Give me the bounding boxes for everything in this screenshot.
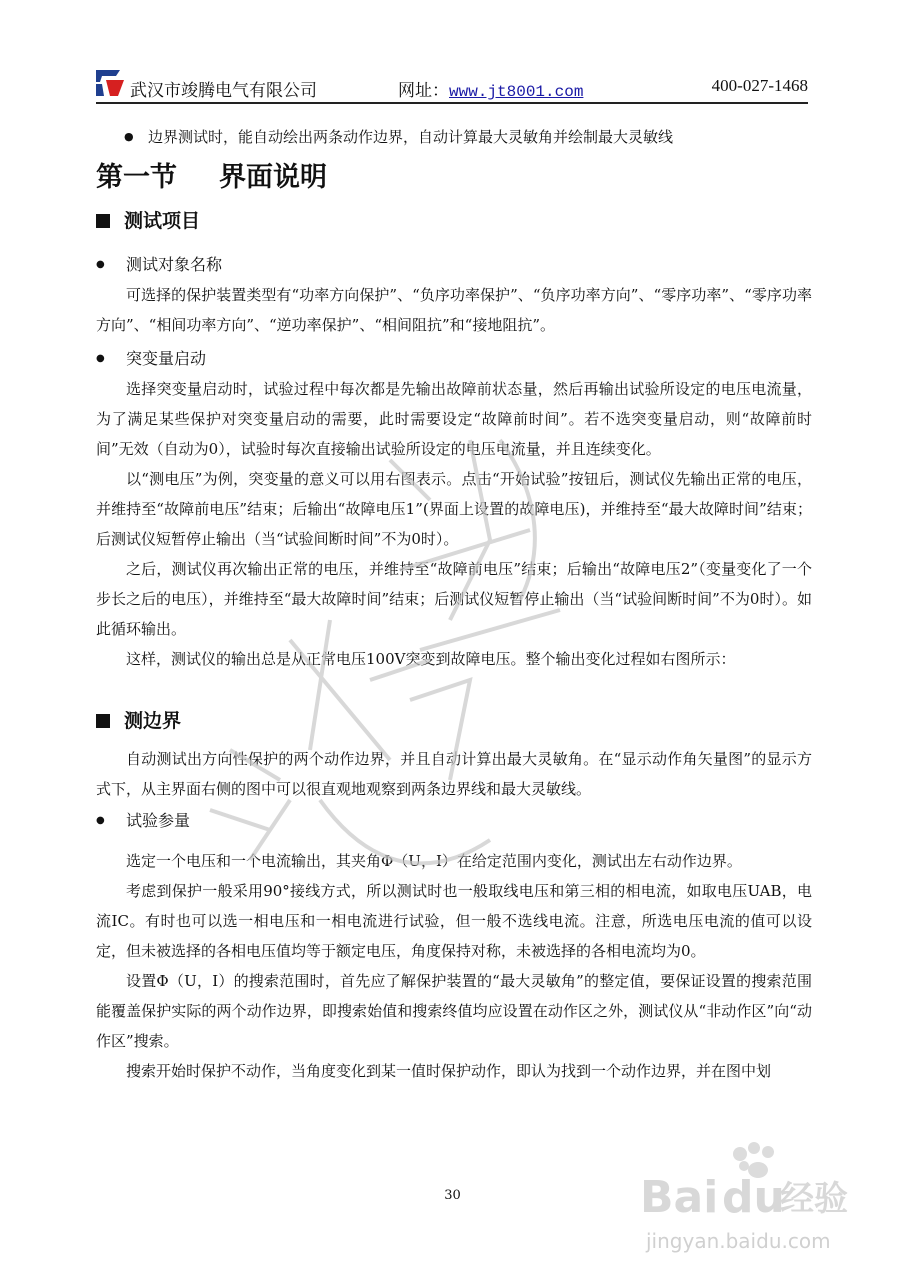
- subheading-test-params: ● 试验参量: [96, 806, 812, 836]
- url-label: 网址：: [398, 81, 449, 101]
- page-body: [96, 122, 812, 1086]
- section-title: 测边界: [124, 710, 182, 732]
- company-name: 武汉市竣腾电气有限公司: [130, 81, 317, 101]
- square-bullet-icon: [96, 214, 110, 228]
- paragraph: 可选择的保护装置类型有“功率方向保护”、“负序功率保护”、“负序功率方向”、“零序功率”、“零序功率方向”、“相间功率方向”、“逆功率保护”、“相间阻抗”和“接地阻抗”。: [96, 286, 812, 334]
- chapter-number: 第一节: [96, 162, 177, 193]
- paragraph: 考虑到保护一般采用90°接线方式，所以测试时也一般取线电压和第三相的相电流，如取电压UAB，电流IC。有时也可以选一相电压和一相电流进行试验，但一般不选线电流。注意，所选电压电流的值可以设定，但未被选择的各相电压值均等于额定电压，角度保持对称，未被选择的各相电流均为0。: [96, 882, 812, 960]
- paragraph: 之后，测试仪再次输出正常的电压，并维持至“故障前电压”结束；后输出“故障电压2”（变量变化了一个步长之后的电压），并维持至“最大故障时间”结束；后测试仪短暂停止输出（当“试验间断时间”不为0时）。如此循环输出。: [96, 560, 812, 638]
- paragraph: 选定一个电压和一个电流输出，其夹角Φ（U，I）在给定范围内变化，测试出左右动作边界。: [126, 852, 742, 870]
- intro-bullet: ● 边界测试时，能自动绘出两条动作边界，自动计算最大灵敏角并绘制最大灵敏线: [118, 122, 812, 152]
- paragraph: 设置Φ（U，I）的搜索范围时，首先应了解保护装置的“最大灵敏角”的整定值，要保证设置的搜索范围能覆盖保护实际的两个动作边界，即搜索始值和搜索终值均应设置在动作区之外，测试仪从“非动作区”向“动作区”搜索。: [96, 972, 812, 1050]
- phone-number: 400-027-1468: [711, 76, 808, 95]
- paragraph: 选择突变量启动时，试验过程中每次都是先输出故障前状态量，然后再输出试验所设定的电压电流量，为了满足某些保护对突变量启动的需要，此时需要设定“故障前时间”。若不选突变量启动，则“故障前时间”无效（自动为0），试验时每次直接输出试验所设定的电压电流量，并且连续变化。: [96, 380, 812, 458]
- page-number: 30: [444, 1188, 461, 1203]
- svg-text:经验: 经验: [780, 1179, 848, 1219]
- baidu-jingyan-watermark: [640, 1140, 880, 1280]
- svg-text:Bai: Bai: [640, 1172, 719, 1223]
- company-logo-icon: [96, 70, 124, 96]
- website-link[interactable]: www.jt8001.com: [449, 83, 584, 101]
- section-heading-boundary: [96, 704, 812, 738]
- svg-text:du: du: [722, 1172, 785, 1223]
- square-bullet-icon: [96, 714, 110, 728]
- subheading-object-name: ● 测试对象名称: [96, 250, 812, 280]
- paragraph: 以“测电压”为例，突变量的意义可以用右图表示。点击“开始试验”按钮后，测试仪先输出正常的电压，并维持至“故障前电压”结束；后输出“故障电压1”(界面上设置的故障电压)，并维持至“最大故障时间”结束；后测试仪短暂停止输出（当“试验间断时间”不为0时）。: [96, 470, 812, 548]
- section-title: 测试项目: [124, 210, 201, 232]
- chapter-title: 界面说明: [219, 162, 327, 193]
- chapter-heading: [96, 158, 812, 198]
- paragraph: 这样，测试仪的输出总是从正常电压100V突变到故障电压。整个输出变化过程如右图所示：: [126, 650, 736, 668]
- paragraph: 搜索开始时保护不动作，当角度变化到某一值时保护动作，即认为找到一个动作边界，并在图中划: [126, 1062, 772, 1080]
- section-heading-test-items: [96, 204, 812, 238]
- paragraph: 自动测试出方向性保护的两个动作边界，并且自动计算出最大灵敏角。在“显示动作角矢量图”的显示方式下，从主界面右侧的图中可以很直观地观察到两条边界线和最大灵敏线。: [96, 750, 812, 798]
- svg-text:jingyan.baidu.com: jingyan.baidu.com: [646, 1229, 831, 1253]
- website: [398, 76, 583, 101]
- subheading-mutation-start: ● 突变量启动: [96, 344, 812, 374]
- page-header: [96, 66, 808, 104]
